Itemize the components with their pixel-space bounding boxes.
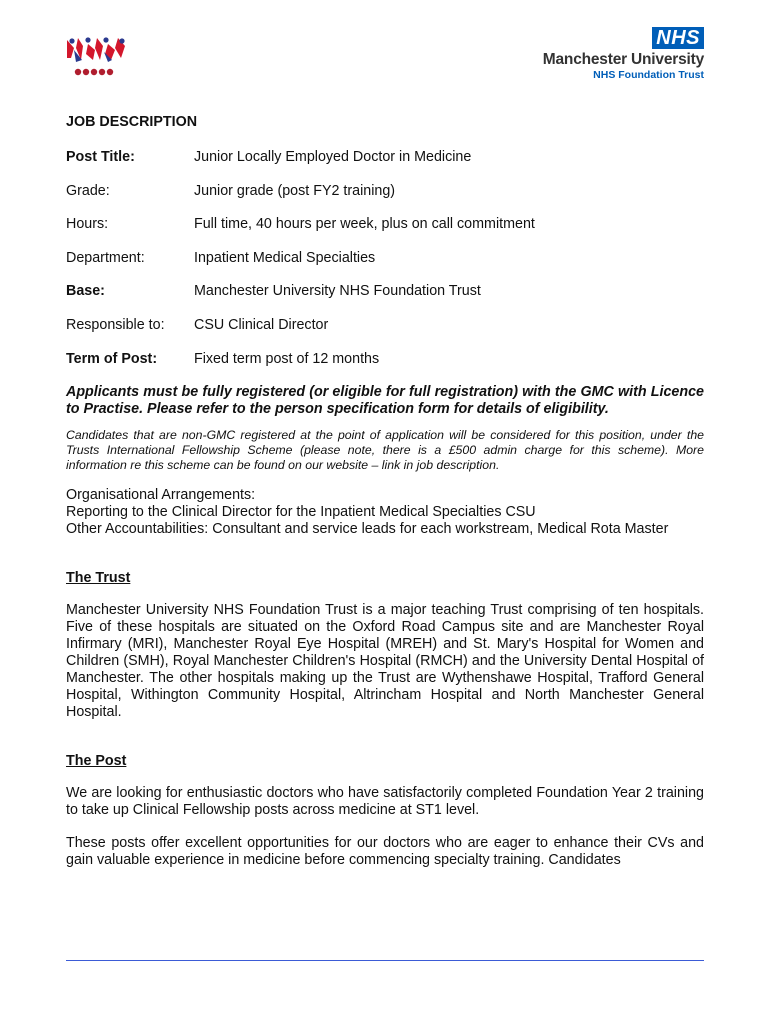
field-label: Grade: — [66, 182, 110, 199]
org-reporting: Reporting to the Clinical Director for the Inpatient Medical Specialties CSU — [66, 504, 536, 521]
org-title: Organisational Arrangements: — [66, 487, 256, 504]
field-row-term-of-post — [66, 351, 704, 368]
field-value: Full time, 40 hours per week, plus on call commitment — [194, 216, 535, 233]
field-value: Manchester University NHS Foundation Trust — [194, 283, 481, 300]
field-label: Responsible to: — [66, 316, 165, 333]
trust-figures-logo-icon — [64, 34, 130, 78]
trust-name: NHS Foundation Trust — [593, 69, 704, 81]
nhs-logo — [524, 27, 704, 79]
field-value: Junior Locally Employed Doctor in Medicine — [194, 149, 472, 165]
document-body — [66, 114, 704, 869]
post-paragraph-1: We are looking for enthusiastic doctors who have satisfactorily completed Foundation Year 2 training to take up Clinical Fellowship posts across medicine at ST1 level. — [66, 785, 704, 819]
field-value: Junior grade (post FY2 training) — [194, 182, 396, 199]
field-value: Inpatient Medical Specialties — [194, 249, 376, 266]
field-label: Base: — [66, 283, 105, 300]
section-title-trust: The Trust — [66, 570, 131, 587]
field-label: Term of Post: — [66, 350, 158, 367]
field-value: CSU Clinical Director — [194, 316, 329, 333]
field-row-post-title — [66, 149, 704, 166]
field-row-grade — [66, 183, 704, 200]
section-title-post: The Post — [66, 753, 127, 770]
field-row-department — [66, 250, 704, 267]
field-value: Fixed term post of 12 months — [194, 350, 380, 367]
field-row-hours — [66, 216, 704, 233]
trust-paragraph: Manchester University NHS Foundation Trust is a major teaching Trust comprising of ten hospitals. Five of these hospitals are situated on the Oxford Road Campus site and are Manchester Royal Infirmary (MRI), Manchester Royal Eye Hospital (MREH) and St. Mary's Hospital for Women and Children (SMH), Royal Manchester Children's Hospital (RMCH) and the University Dental Hospital of Manchester. The other hospitals making up the Trust are Wythenshawe Hospital, Trafford General Hospital, Withington Community Hospital, Altrincham Hospital and North Manchester General Hospital. — [66, 602, 704, 721]
nhs-badge: NHS — [652, 27, 704, 49]
org-other-accountabilities: Other Accountabilities: Consultant and service leads for each workstream, Medical Rota Master — [66, 521, 669, 538]
post-paragraph-2: These posts offer excellent opportunities for our doctors who are eager to enhance their CVs and gain valuable experience in medicine before commencing specialty training. Candidates — [66, 835, 704, 869]
field-label: Post Title: — [66, 149, 135, 165]
organisational-arrangements — [66, 487, 704, 538]
footer-divider — [66, 960, 704, 961]
field-label: Department: — [66, 249, 145, 266]
field-row-responsible-to — [66, 317, 704, 334]
field-label: Hours: — [66, 216, 109, 233]
non-gmc-notice: Candidates that are non-GMC registered at the point of application will be considered for this position, under the Trusts International Fellowship Scheme (please note, there is a £500 admin charge for this scheme). More information re this scheme can be found on our website – link in job description. — [66, 428, 704, 473]
field-row-base — [66, 283, 704, 300]
organisation-name: Manchester University — [542, 51, 704, 68]
registration-notice: Applicants must be fully registered (or eligible for full registration) with the GMC with Licence to Practise. Please refer to the person specification form for details of eligibility. — [66, 384, 704, 418]
document-heading: JOB DESCRIPTION — [66, 114, 198, 130]
